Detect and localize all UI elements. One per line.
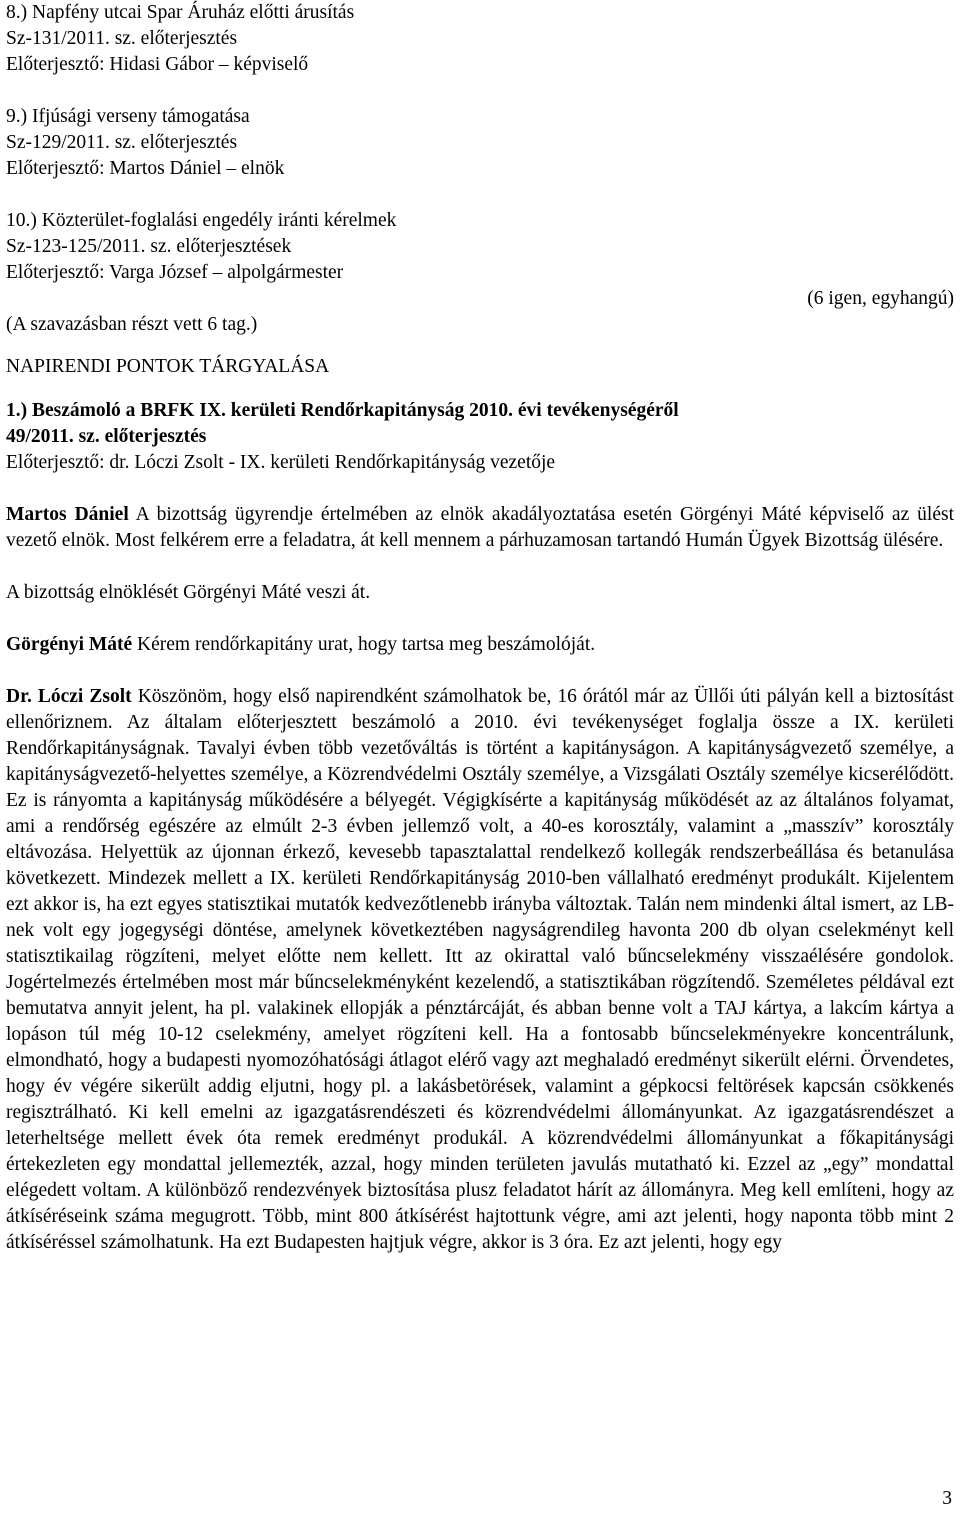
vote-participants: (A szavazásban részt vett 6 tag.) — [6, 314, 258, 335]
point-1-heading — [6, 398, 954, 450]
page-number: 3 — [942, 1488, 952, 1509]
document-page — [6, 0, 954, 1256]
speaker-name: Martos Dániel — [6, 504, 129, 525]
agenda-item-ref: Sz-129/2011. sz. előterjesztés — [6, 132, 238, 153]
point-1-title: 1.) Beszámoló a BRFK IX. kerületi Rendőrkapitányság 2010. évi tevékenységéről — [6, 400, 679, 421]
speaker-name: Görgényi Máté — [6, 634, 133, 655]
agenda-item-ref: Sz-131/2011. sz. előterjesztés — [6, 28, 238, 49]
speaker-name: Dr. Lóczi Zsolt — [6, 686, 132, 707]
section-title: NAPIRENDI PONTOK TÁRGYALÁSA — [6, 356, 330, 377]
paragraph-chair-change — [6, 580, 954, 606]
vote-result: (6 igen, egyhangú) — [807, 288, 954, 309]
vote-row — [6, 286, 954, 340]
agenda-item-9 — [6, 104, 954, 182]
paragraph-text: Köszönöm, hogy első napirendként számolhatok be, 16 órától már az Üllői úti pályán kell a biztosítást ellenőriznem. Az általam előterjesztett beszámoló a 2010. évi tevékenységet foglalja össze a IX. kerületi Rendőrkapitányságnak. Tavalyi évben több vezetőváltás is történt a kapitányságon. A kapitányságvezető személye, a kapitányságvezető-helyettes személye, a Közrendvédelmi Osztály személye, a Vizsgálati Osztály személye kicserélődött. Ez is rányomta a kapitányság működésére a bélyegét. Végigkísérte a kapitányság működését az az általános folyamat, ami a rendőrség egészére az elmúlt 2-3 évben jellemző volt, a 40-es korosztály, valamint a „masszív” korosztály eltávozása. Helyettük az újonnan érkező, kevesebb tapasztalattal rendelkező kollegák rendszerbeállása és betanulása következett. Mindezek mellett a IX. kerületi Rendőrkapitányság 2010-ben vállalható eredményt produkált. Kijelentem ezt akkor is, ha ezt egyes statisztikai mutatók kedvezőtlenebb irányba változtak. Talán nem mindenki által ismert, az LB-nek volt egy jogegységi döntése, amelynek következtében nagyságrendileg havonta 200 db olyan cselekményt kell statisztikailag rögzíteni, melyet előtte nem kellett. Itt az okirattal való bűncselekmény visszaélésére gondolok. Jogértelmezés értelmében most már bűncselekményként kezelendő, a statisztikában rögzítendő. Személetes példával ezt bemutatva annyit jelent, ha pl. valakinek ellopják a pénztárcáját, és abban benne volt a TAJ kártya, a lakcím kártya a lopáson túl még 10-12 cselekmény, amelyet rögzíteni kell. Ha a fontosabb bűncselekményekre koncentrálunk, elmondható, hogy a budapesti nyomozóhatósági átlagot elérő vagy azt meghaladó eredményt sikerült elérni. Örvendetes, hogy év végére sikerült addig eljutni, hogy pl. a lakásbetörések, valamint a gépkocsi feltörések kapcsán csökkenés regisztrálható. Ki kell emelni az igazgatásrendészeti és közrendvédelmi állományunkat. Az igazgatásrendészet a leterheltsége mellett évek óta remek eredményt produkál. A közrendvédelmi állományunkat a főkapitánysági értekezleten egy mondattal jellemezték, azzal, hogy minden területen javulás mutatható ki. Ezzel az „egy” mondattal elégedett voltam. A különböző rendezvények biztosítása plusz feladatot hárít az állományra. Meg kell említeni, hogy az átkíséréseink száma megugrott. Több, mint 800 átkísérést hajtottunk végre, ami azt jelenti, hogy naponta több mint 2 átkíséréssel számolhatunk. Ha ezt Budapesten hajtjuk végre, akkor is 3 óra. Ez azt jelenti, hogy egy — [6, 686, 954, 1253]
agenda-item-8 — [6, 0, 954, 78]
point-1-ref: 49/2011. sz. előterjesztés — [6, 426, 207, 447]
paragraph-loczi — [6, 684, 954, 1256]
agenda-item-title: 9.) Ifjúsági verseny támogatása — [6, 106, 250, 127]
agenda-item-title: 8.) Napfény utcai Spar Áruház előtti árusítás — [6, 2, 355, 23]
agenda-item-presenter: Előterjesztő: Varga József – alpolgármester — [6, 262, 344, 283]
paragraph-text: A bizottság ügyrendje értelmében az elnök akadályoztatása esetén Görgényi Máté képviselő az ülést vezető elnök. Most felkérem erre a feladatra, át kell mennem a párhuzamosan tartandó Humán Ügyek Bizottság ülésére. — [6, 504, 954, 551]
agenda-item-ref: Sz-123-125/2011. sz. előterjesztések — [6, 236, 292, 257]
agenda-item-presenter: Előterjesztő: Hidasi Gábor – képviselő — [6, 54, 309, 75]
agenda-item-title: 10.) Közterület-foglalási engedély iránti kérelmek — [6, 210, 397, 231]
paragraph-text: A bizottság elnöklését Görgényi Máté veszi át. — [6, 582, 371, 603]
agenda-item-presenter: Előterjesztő: Martos Dániel – elnök — [6, 158, 285, 179]
agenda-item-10 — [6, 208, 954, 286]
paragraph-gorgenyi — [6, 632, 954, 658]
paragraph-text: Kérem rendőrkapitány urat, hogy tartsa meg beszámolóját. — [132, 634, 596, 655]
paragraph-martos — [6, 502, 954, 554]
point-1-presenter: Előterjesztő: dr. Lóczi Zsolt - IX. kerületi Rendőrkapitányság vezetője — [6, 452, 556, 473]
